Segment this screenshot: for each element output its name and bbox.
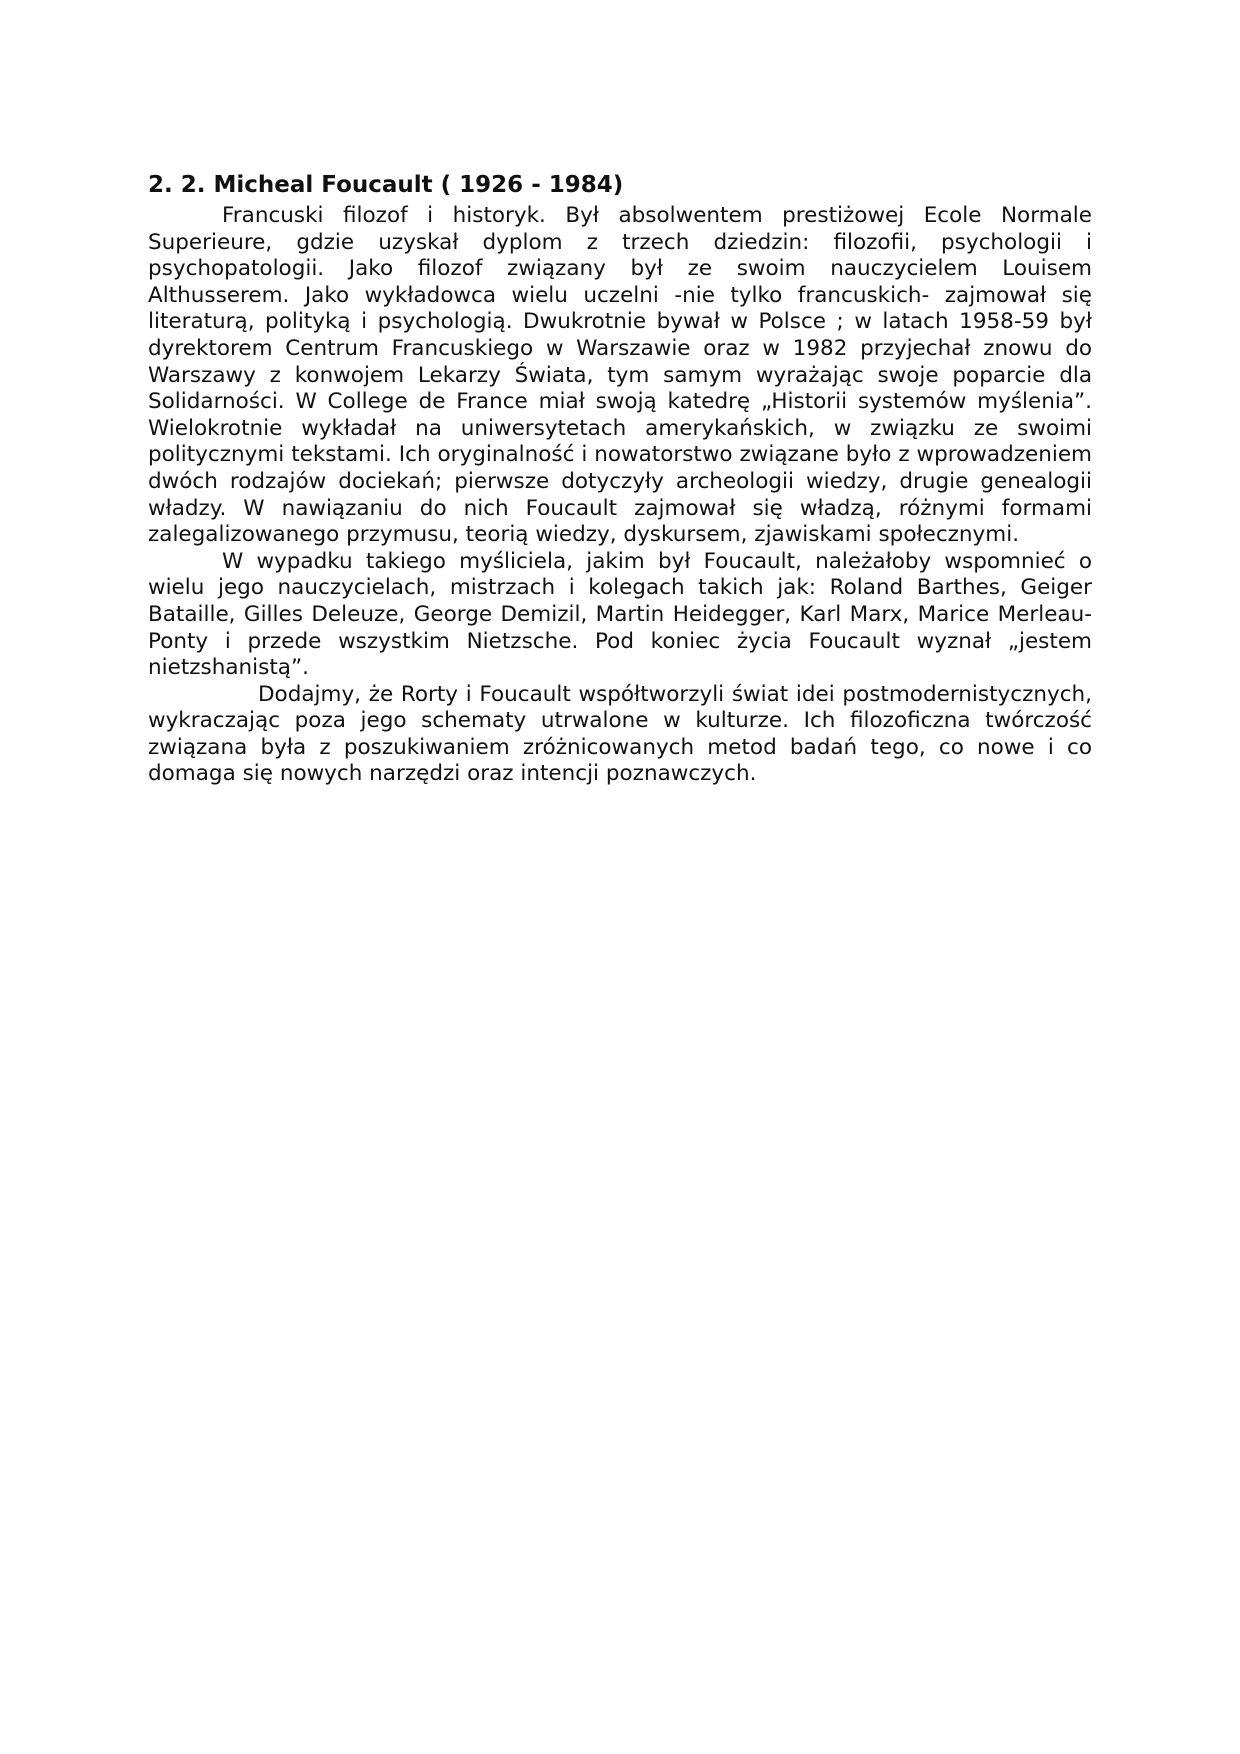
paragraph-biography: Francuski filozof i historyk. Był absolwentem prestiżowej Ecole Normale Superieure, gdzie uzyskał dyplom z trzech dziedzin: filozofii, psychologii i psychopatologii. Jako filozof związany był ze swoim nauczycielem Louisem Althusserem. Jako wykładowca wielu uczelni -nie tylko francuskich- zajmował się literaturą, polityką i psychologią. Dwukrotnie bywał w Polsce ; w latach 1958-59 był dyrektorem Centrum Francuskiego w Warszawie oraz w 1982 przyjechał znowu do Warszawy z konwojem Lekarzy Świata, tym samym wyrażając swoje poparcie dla Solidarności. W College de France miał swoją katedrę „Historii systemów myślenia”. Wielokrotnie wykładał na uniwersytetach amerykańskich, w związku ze swoimi politycznymi tekstami. Ich oryginalność i nowatorstwo związane było z wprowadzeniem dwóch rodzajów dociekań; pierwsze dotyczyły archeologii wiedzy, drugie genealogii władzy. W nawiązaniu do nich Foucault zajmował się władzą, różnymi formami zalegalizowanego przymusu, teorią wiedzy, dyskursem, zjawiskami społecznymi.: [148, 203, 1092, 548]
paragraph-postmodernism: Dodajmy, że Rorty i Foucault współtworzyli świat idei postmodernistycznych, wykraczając poza jego schematy utrwalone w kulturze. Ich filozoficzna twórczość związana była z poszukiwaniem zróżnicowanych metod badań tego, co nowe i co domaga się nowych narzędzi oraz intencji poznawczych.: [148, 681, 1092, 787]
section-heading: 2. 2. Micheal Foucault ( 1926 - 1984): [148, 172, 624, 198]
paragraph-influences: W wypadku takiego myśliciela, jakim był Foucault, należałoby wspomnieć o wielu jego nauczycielach, mistrzach i kolegach takich jak: Roland Barthes, Geiger Bataille, Gilles Deleuze, George Demizil, Martin Heidegger, Karl Marx, Marice Merleau-Ponty i przede wszystkim Nietzsche. Pod koniec życia Foucault wyznał „jestem nietzshanistą”.: [148, 548, 1092, 681]
document-body: [148, 170, 1092, 788]
